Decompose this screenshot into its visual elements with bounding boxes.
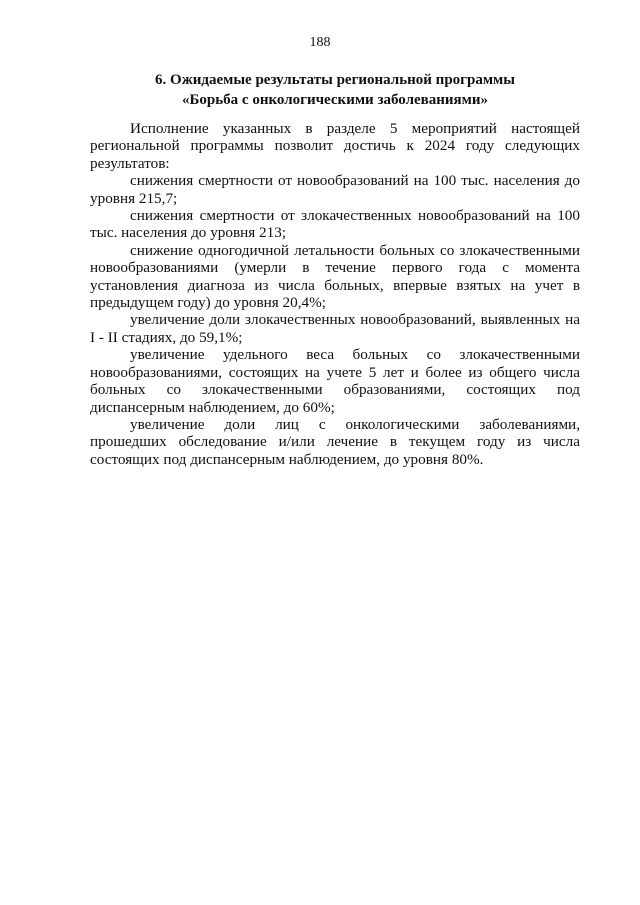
paragraph-item: снижения смертности от злокачественных новообразований на 100 тыс. населения до уровня 213;	[90, 207, 580, 242]
section-heading	[90, 70, 580, 110]
paragraph-item: увеличение удельного веса больных со злокачественными новообразованиями, состоящих на учете 5 лет и более из общего числа больных со злокачественными образованиями, состоящих под диспансерным наблюдением, до 60%;	[90, 346, 580, 416]
section-heading-line-1: 6. Ожидаемые результаты региональной программы	[155, 72, 515, 88]
section-heading-line-2: «Борьба с онкологическими заболеваниями»	[181, 92, 489, 108]
paragraph-item: увеличение доли злокачественных новообразований, выявленных на I - II стадиях, до 59,1%;	[90, 311, 580, 346]
paragraph-item: снижения смертности от новообразований на 100 тыс. населения до уровня 215,7;	[90, 172, 580, 207]
paragraph-intro: Исполнение указанных в разделе 5 мероприятий настоящей региональной программы позволит достичь к 2024 году следующих результатов:	[90, 120, 580, 172]
paragraph-item: увеличение доли лиц с онкологическими заболеваниями, прошедших обследование и/или лечение в текущем году из числа состоящих под диспансерным наблюдением, до уровня 80%.	[90, 415, 580, 468]
paragraph-item: снижение одногодичной летальности больных со злокачественными новообразованиями (умерли в течение первого года с момента установления диагноза из числа больных, впервые взятых на учет в предыдущем году) до уровня 20,4%;	[90, 241, 580, 312]
body-text	[90, 120, 580, 468]
page-number: 188	[309, 35, 331, 50]
